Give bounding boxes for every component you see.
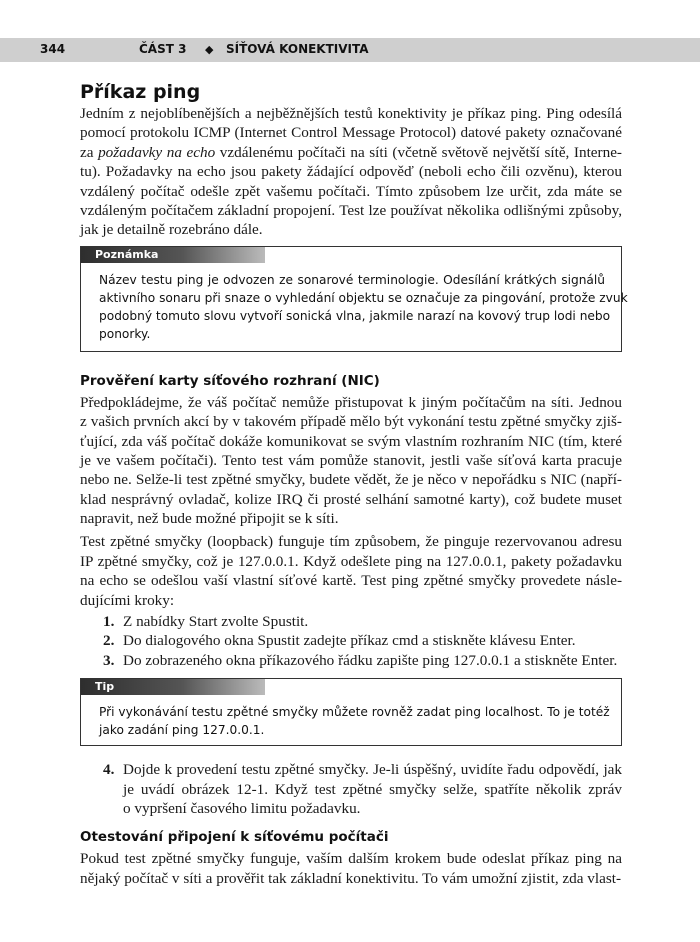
section-label: SÍŤOVÁ KONEKTIVITA — [226, 42, 369, 56]
nic-paragraph-2 — [80, 532, 622, 610]
intro-paragraph — [80, 104, 622, 240]
step-text — [123, 760, 622, 818]
text-line: Dojde k provedení testu zpětné smyčky. Je-li úspěšný, uvidíte řadu odpovědí, jak — [123, 761, 622, 779]
text-line: o vypršení časového limitu požadavku. — [123, 799, 361, 817]
text-line: Test zpětné smyčky (loopback) funguje tím způsobem, že pinguje rezervovanou adresu — [80, 533, 622, 551]
note-box — [80, 246, 628, 352]
note-text — [99, 271, 628, 343]
step-number: 2. — [103, 632, 115, 650]
tip-text — [99, 703, 610, 739]
step-number: 4. — [103, 761, 115, 779]
text-line: vzdálený počítač odešle zpět vašemu počítači. Tímto způsobem lze určit, zda máte se — [80, 182, 622, 200]
text-line: napravit, než bude možné připojit se k síti. — [80, 510, 339, 528]
text-line: Do zobrazeného okna příkazového řádku zapište ping 127.0.0.1 a stiskněte Enter. — [123, 651, 618, 669]
page-body — [80, 80, 628, 888]
note-label-bar — [81, 247, 265, 263]
diamond-icon: ◆ — [205, 43, 214, 56]
step-text — [123, 612, 622, 631]
text-line: dujícími kroky: — [80, 591, 175, 609]
connectivity-paragraph — [80, 849, 622, 888]
part-label: ČÁST 3 — [139, 42, 187, 56]
tip-box — [80, 678, 622, 746]
emphasis-text: požadavky na echo — [98, 143, 216, 161]
step-3 — [103, 651, 622, 670]
text-line: Do dialogového okna Spustit zadejte příkaz cmd a stiskněte klávesu Enter. — [123, 632, 576, 650]
step-text — [123, 631, 622, 650]
text-line: jako zadání ping 127.0.0.1. — [99, 723, 265, 738]
text-line: Jedním z nejoblíbenějších a nejběžnějších testů konektivity je příkaz ping. Ping odesílá — [80, 105, 622, 122]
text-line: Název testu ping je odvozen ze sonarové terminologie. Odesílání krátkých signálů — [99, 272, 605, 287]
text-line: tu). Požadavky na echo jsou pakety žádající odpověď (neboli echo čili ozvěnu), kterou — [80, 163, 622, 181]
text-line: Při vykonávání testu zpětné smyčky můžete rovněž zadat ping localhost. To je totéž — [99, 705, 610, 720]
section-heading-connectivity: Otestování připojení k síťovému počítači — [80, 829, 389, 846]
step-number: 1. — [103, 613, 115, 631]
text-line: klad nesprávný ovladač, kolize IRQ či prosté selhání samotné karty), což budete muset — [80, 490, 622, 508]
section-heading-nic: Prověření karty síťového rozhraní (NIC) — [80, 372, 380, 389]
text-line: podobný tomuto slovu vytvoří sonická vlna, jakmile narazí na kovový trup lodi nebo — [99, 308, 611, 323]
text-line: na echo se odešlou vaší vlastní síťové kartě. Test ping zpětné smyčky provedete násle- — [80, 572, 622, 590]
text-line — [80, 143, 622, 162]
text-line: Předpokládejme, že váš počítač nemůže přistupovat k jiným počítačům na síti. Jednou — [80, 393, 622, 411]
step-number: 3. — [103, 651, 115, 669]
text-line: z vašich prvních akcí by v takovém případě mělo být vykonání testu zpětné smyčky zjiš- — [80, 413, 622, 431]
step-2 — [103, 631, 622, 650]
text-segment: vzdálenému počítači na síti (včetně světově největší sítě, Interne- — [215, 143, 622, 161]
text-line: je ve vašem počítači). Tento test vám pomůže stanovit, jestli vaše síťová karta pracuje — [80, 451, 622, 469]
text-line: nějaký počítač v síti a prověřit tak základní konektivitu. To vám umožní zjistit, zda vlast- — [80, 869, 622, 887]
note-label: Poznámka — [95, 247, 159, 261]
step-1 — [103, 612, 622, 631]
step-4 — [103, 760, 622, 818]
text-line: aktivního sonaru při snaze o vyhledání objektu se označuje za pingování, protože zvuk — [99, 290, 628, 305]
text-line: jak je detailně rozebráno dále. — [80, 221, 263, 239]
running-header — [0, 38, 700, 62]
text-line: je uvádí obrázek 12-1. Když test zpětné smyčky selže, spatříte několik zpráv — [123, 780, 622, 798]
nic-paragraph-1 — [80, 393, 622, 529]
text-line: Z nabídky Start zvolte Spustit. — [123, 613, 309, 631]
tip-label: Tip — [95, 680, 115, 694]
text-line: ponorky. — [99, 326, 151, 341]
text-line: nebo ne. Selže-li test zpětné smyčky, budete vědět, že je něco v nepořádku s NIC (napří- — [80, 471, 622, 489]
page-number: 344 — [40, 42, 66, 56]
text-segment: za — [80, 143, 99, 161]
page-title: Příkaz ping — [80, 81, 201, 103]
text-line: ťující, zda váš počítač dokáže komunikovat se svým vlastním rozhraním NIC (tím, které — [80, 432, 622, 450]
tip-label-bar — [81, 679, 265, 695]
text-line: Pokud test zpětné smyčky funguje, vaším dalším krokem bude odeslat příkaz ping na — [80, 850, 622, 868]
step-text — [123, 651, 622, 670]
text-line: vzdáleným počítačem základní propojení. Test lze používat několika odlišnými způsoby, — [80, 201, 622, 219]
text-line: pomocí protokolu ICMP (Internet Control Message Protocol) datové pakety označované — [80, 124, 622, 142]
text-line: IP zpětné smyčky, což je 127.0.0.1. Když odešlete ping na 127.0.0.1, pakety požadavku — [80, 552, 622, 570]
